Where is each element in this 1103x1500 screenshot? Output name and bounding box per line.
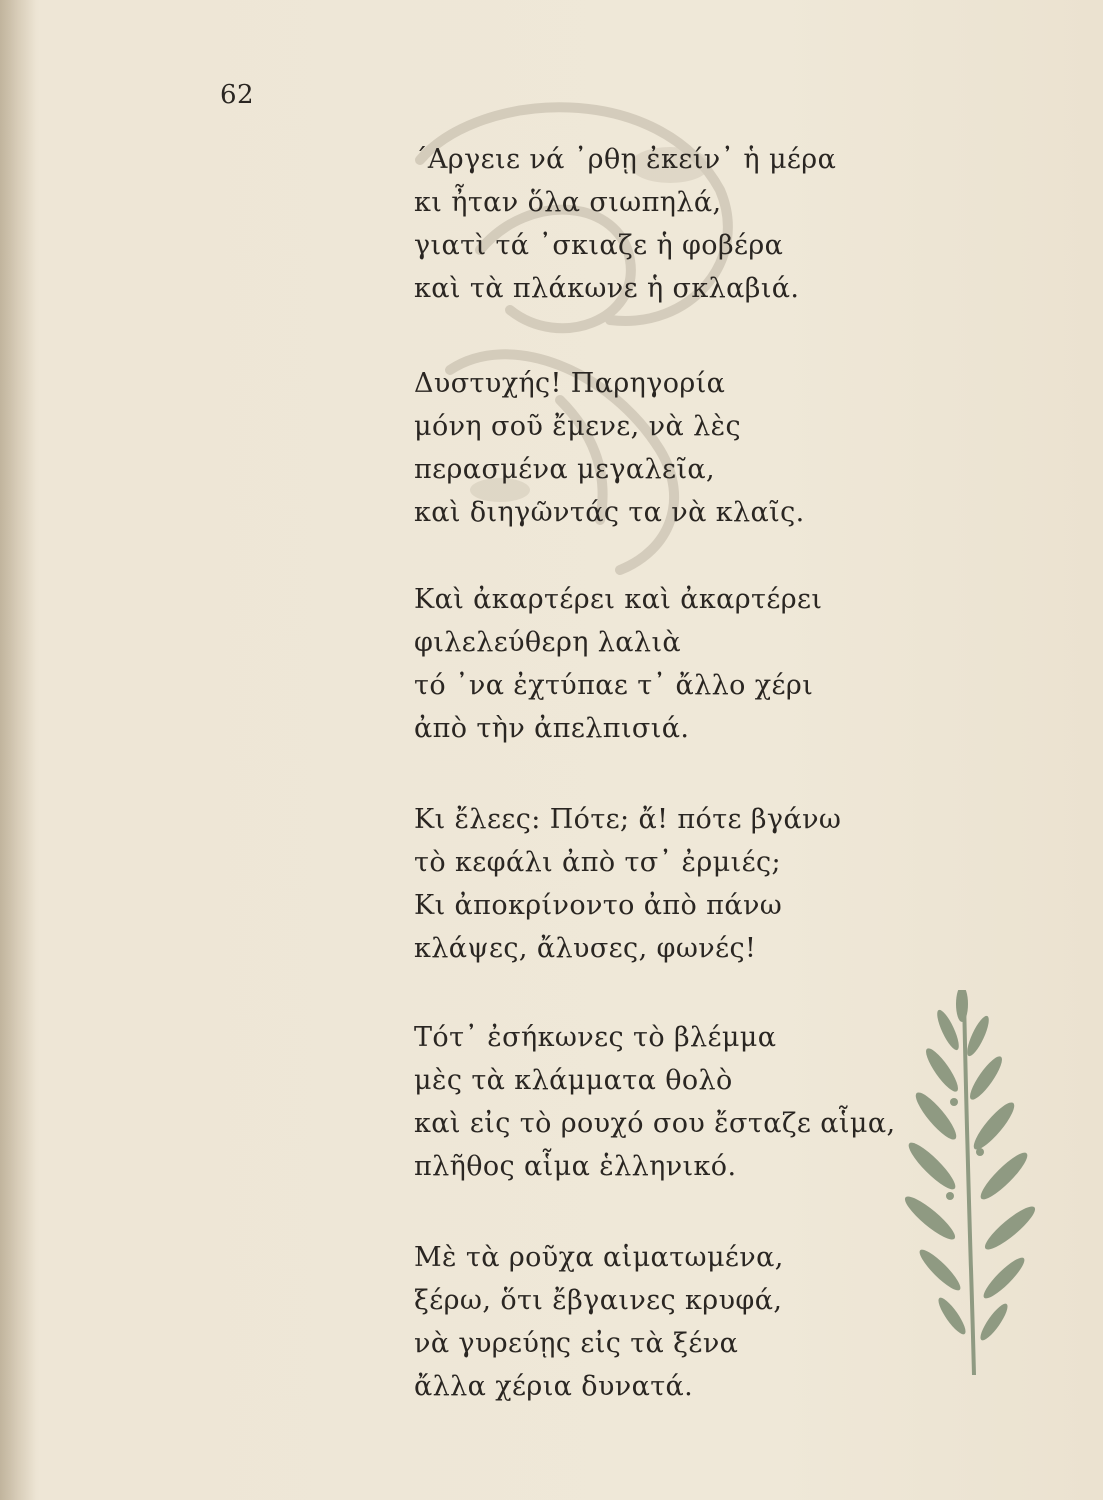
page-number: 62 — [220, 80, 255, 110]
stanza — [414, 138, 934, 310]
poem-line: μόνη σοῦ ἔμενε, νὰ λὲς — [414, 411, 741, 442]
poem-line: Κι ἔλεες: Πότε; ἄ! πότε βγάνω — [414, 804, 842, 835]
poem-line: κλάψες, ἄλυσες, φωνές! — [414, 933, 757, 964]
stanza — [414, 578, 934, 750]
stanza — [414, 1236, 934, 1408]
poem-line: φιλελεύθερη λαλιὰ — [414, 627, 682, 658]
poem-line: τὸ κεφάλι ἀπὸ τσ᾿ ἐρμιές; — [414, 847, 782, 878]
poem-line: Κι ἀποκρίνοντο ἀπὸ πάνω — [414, 890, 783, 921]
stanza — [414, 1016, 934, 1188]
stanza — [414, 798, 934, 970]
poem-line: περασμένα μεγαλεῖα, — [414, 454, 716, 485]
poem-line: πλῆθος αἷμα ἑλληνικό. — [414, 1151, 737, 1182]
poem-line: Τότ᾿ ἐσήκωνες τὸ βλέμμα — [414, 1022, 777, 1053]
poem-line: καὶ εἰς τὸ ρουχό σου ἔσταζε αἷμα, — [414, 1108, 896, 1139]
poem-line: καὶ διηγῶντάς τα νὰ κλαῖς. — [414, 497, 805, 528]
poem-line: Δυστυχής! Παρηγορία — [414, 368, 726, 399]
poem-line: ἄλλα χέρια δυνατά. — [414, 1371, 694, 1402]
poem-line: τό ᾿να ἐχτύπαε τ᾿ ἄλλο χέρι — [414, 670, 814, 701]
poem-line: ΄Αργειε νά ᾿ρθῃ ἐκείν᾿ ἡ μέρα — [414, 144, 837, 175]
stanza — [414, 362, 934, 534]
page-fold-shadow — [0, 0, 36, 1500]
poem-line: νὰ γυρεύῃς εἰς τὰ ξένα — [414, 1328, 739, 1359]
poem-line: ξέρω, ὅτι ἔβγαινες κρυφά, — [414, 1285, 783, 1316]
poem-line: Μὲ τὰ ροῦχα αἱματωμένα, — [414, 1242, 784, 1273]
poem-line: μὲς τὰ κλάμματα θολὸ — [414, 1065, 733, 1096]
olive-branch-icon — [900, 990, 1050, 1380]
poem-line: ἀπὸ τὴν ἀπελπισιά. — [414, 713, 690, 744]
poem-line: κι ἦταν ὅλα σιωπηλά, — [414, 187, 722, 218]
poem-line: Καὶ ἀκαρτέρει καὶ ἀκαρτέρει — [414, 584, 823, 615]
poem-line: γιατὶ τά ᾿σκιαζε ἡ φοβέρα — [414, 230, 784, 261]
poem-line: καὶ τὰ πλάκωνε ἡ σκλαβιά. — [414, 273, 800, 304]
